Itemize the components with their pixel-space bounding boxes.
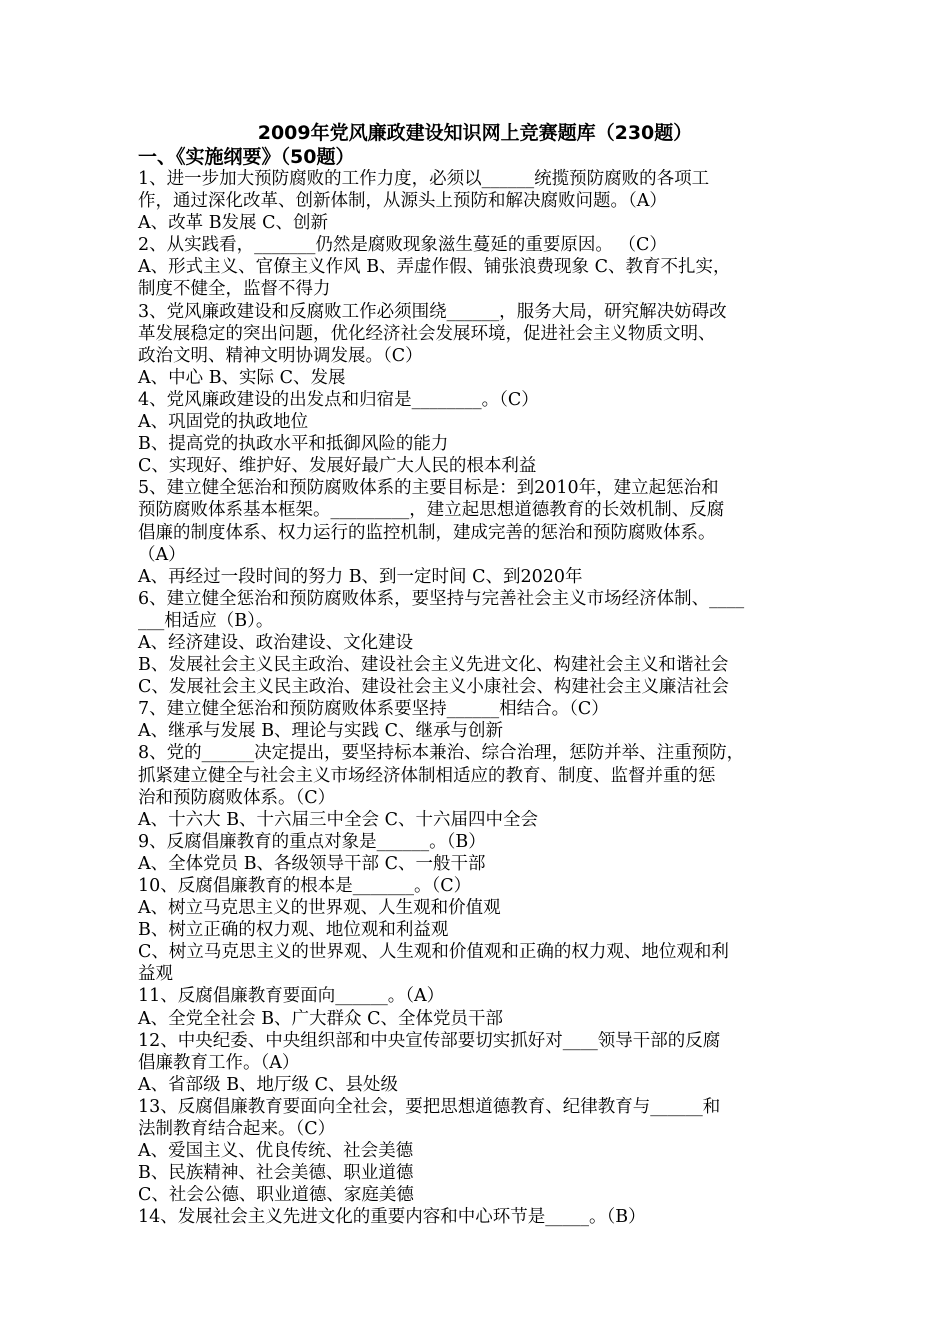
text-line: B、树立正确的权力观、地位观和利益观: [138, 920, 449, 941]
text-line: A、改革 B发展 C、创新: [138, 213, 329, 234]
text-line: A、全党全社会 B、广大群众 C、全体党员干部: [138, 1008, 504, 1029]
section-heading: 一、《实施纲要》（50题）: [138, 146, 355, 168]
text-line: 制度不健全，监督不得力: [138, 279, 331, 300]
text-line: 14、发展社会主义先进文化的重要内容和中心环节是_____。（B）: [138, 1207, 646, 1228]
text-line: A、全体党员 B、各级领导干部 C、一般干部: [138, 853, 486, 874]
text-line: 革发展稳定的突出问题，优化经济社会发展环境，促进社会主义物质文明、: [138, 323, 716, 344]
text-line: C、树立马克思主义的世界观、人生观和价值观和正确的权力观、地位观和利: [138, 942, 729, 963]
text-line: 益观: [138, 964, 173, 985]
text-line: 1、进一步加大预防腐败的工作力度，必须以______统揽预防腐败的各项工: [138, 169, 710, 189]
text-line: C、实现好、维护好、发展好最广大人民的根本利益: [138, 456, 537, 477]
text-line: 12、中央纪委、中央组织部和中央宣传部要切实抓好对____领导干部的反腐: [138, 1030, 721, 1051]
text-line: 11、反腐倡廉教育要面向______。（A）: [138, 986, 445, 1007]
text-line: 5、建立健全惩治和预防腐败体系的主要目标是：到2010年，建立起惩治和: [138, 478, 719, 499]
text-line: 作，通过深化改革、创新体制，从源头上预防和解决腐败问题。（A）: [138, 191, 667, 212]
text-line: 8、党的______决定提出，要坚持标本兼治、综合治理，惩防并举、注重预防，: [138, 743, 745, 764]
text-line: 13、反腐倡廉教育要面向全社会，要把思想道德教育、纪律教育与______和: [138, 1096, 721, 1117]
text-line: C、发展社会主义民主政治、建设社会主义小康社会、构建社会主义廉洁社会: [138, 677, 729, 698]
text-line: A、爱国主义、优良传统、社会美德: [138, 1141, 414, 1162]
text-line: 3、党风廉政建设和反腐败工作必须围绕______，服务大局，研究解决妨碍改: [138, 301, 727, 322]
text-line: 9、反腐倡廉教育的重点对象是______。（B）: [138, 831, 486, 852]
text-line: A、经济建设、政治建设、文化建设: [138, 632, 414, 653]
text-line: （A）: [138, 544, 186, 565]
text-line: B、发展社会主义民主政治、建设社会主义先进文化、构建社会主义和谐社会: [138, 655, 729, 676]
text-line: 倡廉教育工作。（A）: [138, 1052, 300, 1073]
text-line: 6、建立健全惩治和预防腐败体系，要坚持与完善社会主义市场经济体制、____: [138, 588, 745, 609]
text-line: 2、从实践看，_______仍然是腐败现象滋生蔓延的重要原因。 （C）: [138, 235, 667, 256]
text-line: A、十六大 B、十六届三中全会 C、十六届四中全会: [138, 809, 539, 830]
text-line: B、提高党的执政水平和抵御风险的能力: [138, 434, 449, 455]
text-line: A、形式主义、官僚主义作风 B、弄虚作假、铺张浪费现象 C、教育不扎实，: [138, 257, 731, 278]
text-line: A、树立马克思主义的世界观、人生观和价值观: [138, 898, 501, 919]
text-line: A、省部级 B、地厅级 C、县处级: [138, 1074, 399, 1095]
text-line: ___相适应（B）。: [138, 610, 274, 631]
text-line: 抓紧建立健全与社会主义市场经济体制相适应的教育、制度、监督并重的惩: [138, 765, 716, 786]
question-body: [138, 168, 868, 1229]
text-line: 倡廉的制度体系、权力运行的监控机制，建成完善的惩治和预防腐败体系。: [138, 522, 716, 543]
text-line: A、继承与发展 B、理论与实践 C、继承与创新: [138, 721, 504, 742]
text-line: 治和预防腐败体系。（C）: [138, 787, 336, 808]
text-line: 政治文明、精神文明协调发展。（C）: [138, 345, 423, 366]
document-title: 2009年党风廉政建设知识网上竞赛题库（230题）: [257, 122, 693, 144]
text-line: A、中心 B、实际 C、发展: [138, 367, 346, 388]
text-line: A、巩固党的执政地位: [138, 412, 309, 433]
text-line: A、再经过一段时间的努力 B、到一定时间 C、到2020年: [138, 566, 583, 587]
text-line: 4、党风廉政建设的出发点和归宿是________。（C）: [138, 389, 539, 410]
text-line: B、民族精神、社会美德、职业道德: [138, 1163, 414, 1184]
text-line: 10、反腐倡廉教育的根本是_______。（C）: [138, 876, 472, 896]
text-line: 预防腐败体系基本框架。_________，建立起思想道德教育的长效机制、反腐: [138, 500, 725, 521]
text-line: 法制教育结合起来。（C）: [138, 1119, 336, 1140]
text-line: 7、建立健全惩治和预防腐败体系要坚持______相结合。（C）: [138, 699, 609, 720]
text-line: C、社会公德、职业道德、家庭美德: [138, 1185, 414, 1206]
